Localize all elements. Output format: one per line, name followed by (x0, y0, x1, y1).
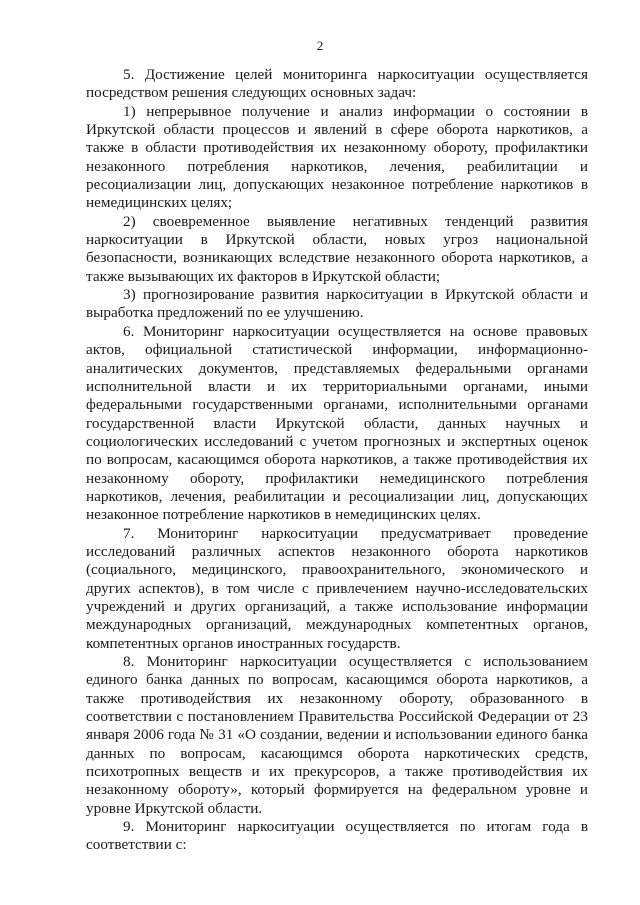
document-body (86, 66, 588, 855)
paragraph-5-task-2: 2) своевременное выявление негативных тенденций развития наркоситуации в Иркутской области, новых угроз национальной безопасности, возникающих вследствие незаконного оборота наркотиков, а также вызывающих их факторов в Иркутской области; (86, 212, 588, 285)
paragraph-6: 6. Мониторинг наркоситуации осуществляется на основе правовых актов, официальной статистической информации, информационно-аналитических документов, представляемых федеральными органами исполнительной власти и их территориальными органами, иными федеральными государственными органами, исполнительными органами государственной власти Иркутской области, данных научных и социологических исследований с учетом прогнозных и экспертных оценок по вопросам, касающимся оборота наркотиков, а также противодействия их незаконному обороту, профилактики немедицинского потребления наркотиков, лечения, реабилитации и ресоциализации лиц, допускающих незаконное потребление наркотиков в немедицинских целях. (86, 322, 588, 524)
paragraph-7: 7. Мониторинг наркоситуации предусматривает проведение исследований различных аспектов незаконного оборота наркотиков (социального, медицинского, правоохранительного, экономического и других аспектов), в том числе с привлечением научно-исследовательских учреждений и других организаций, а также использование информации международных организаций, международных компетентных органов, компетентных органов иностранных государств. (86, 524, 588, 652)
paragraph-8: 8. Мониторинг наркоситуации осуществляется с использованием единого банка данных по вопросам, касающимся оборота наркотиков, а также противодействия их незаконному обороту, образованного в соответствии с постановлением Правительства Российской Федерации от 23 января 2006 года № 31 «О создании, ведении и использовании единого банка данных по вопросам, касающимся оборота наркотических средств, психотропных веществ и их прекурсоров, а также противодействия их незаконному обороту», который формируется на федеральном уровне и уровне Иркутской области. (86, 653, 588, 817)
page-number: 2 (316, 38, 324, 53)
paragraph-5-task-3: 3) прогнозирование развития наркоситуации в Иркутской области и выработка предложений по ее улучшению. (86, 286, 588, 322)
paragraph-9: 9. Мониторинг наркоситуации осуществляется по итогам года в соответствии с: (86, 818, 588, 854)
paragraph-5: 5. Достижение целей мониторинга наркоситуации осуществляется посредством решения следующих основных задач: (86, 66, 588, 102)
paragraph-5-task-1: 1) непрерывное получение и анализ информации о состоянии в Иркутской области процессов и явлений в сфере оборота наркотиков, а также в области противодействия их незаконному обороту, профилактики незаконного потребления наркотиков, лечения, реабилитации и ресоциализации лиц, допускающих незаконное потребление наркотиков в немедицинских целях; (86, 102, 588, 212)
